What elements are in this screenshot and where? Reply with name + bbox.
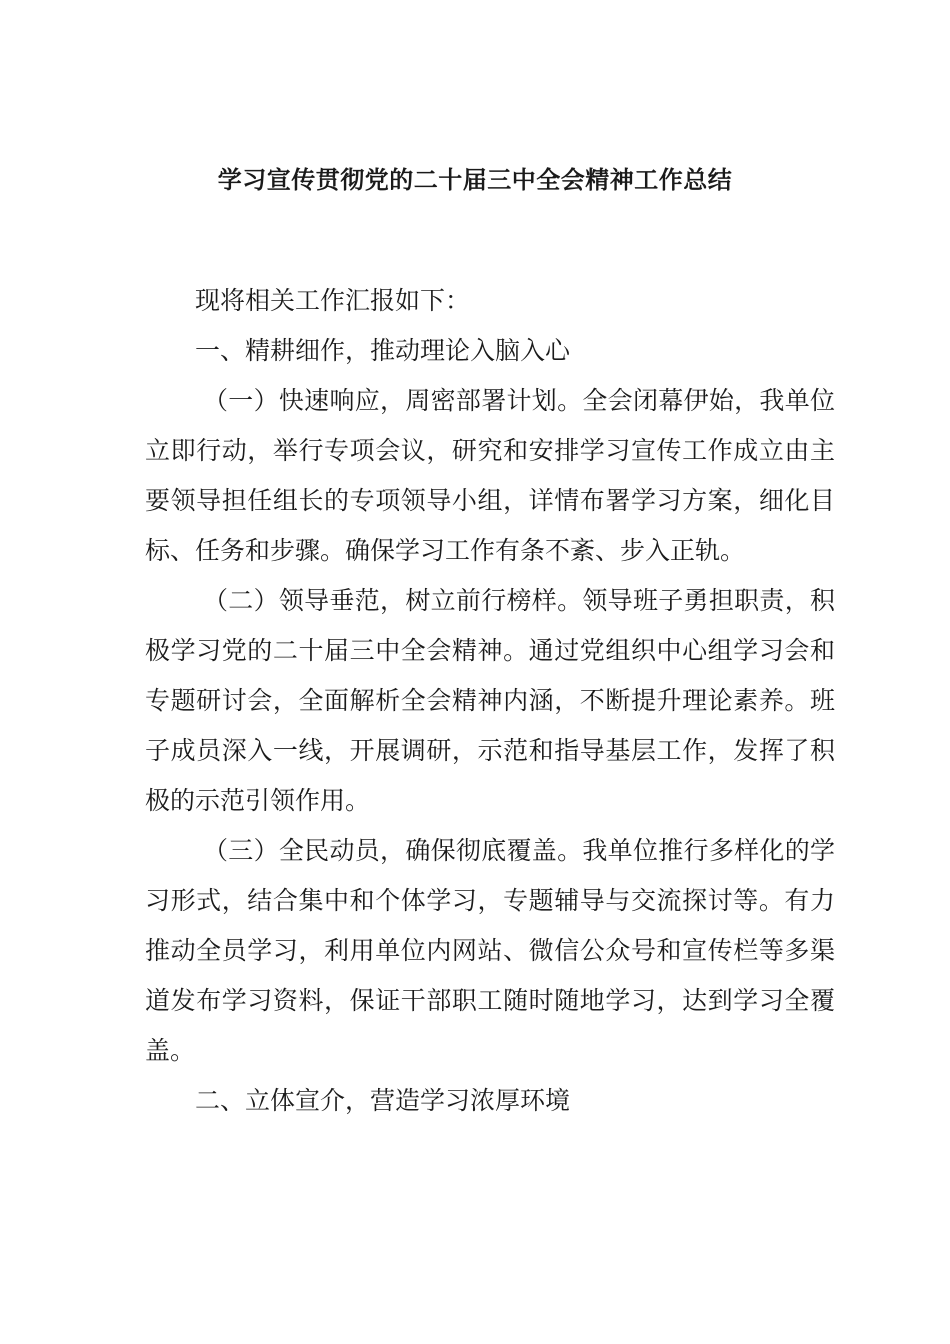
document-body bbox=[145, 276, 835, 1126]
intro-paragraph: 现将相关工作汇报如下： bbox=[195, 286, 471, 315]
subsection-paragraph-2: （二）领导垂范，树立前行榜样。领导班子勇担职责，积极学习党的二十届三中全会精神。通过党组织中心组学习会和专题研讨会，全面解析全会精神内涵，不断提升理论素养。班子成员深入一线，开展调研，示范和指导基层工作，发挥了积极的示范引领作用。 bbox=[145, 586, 835, 815]
section-heading-2: 二、立体宣介，营造学习浓厚环境 bbox=[195, 1086, 571, 1115]
subsection-paragraph-1: （一）快速响应，周密部署计划。全会闭幕伊始，我单位立即行动，举行专项会议，研究和安排学习宣传工作成立由主要领导担任组长的专项领导小组，详情布署学习方案，细化目标、任务和步骤。确保学习工作有条不紊、步入正轨。 bbox=[145, 386, 835, 565]
subsection-paragraph-3: （三）全民动员，确保彻底覆盖。我单位推行多样化的学习形式，结合集中和个体学习，专题辅导与交流探讨等。有力推动全员学习，利用单位内网站、微信公众号和宣传栏等多渠道发布学习资料，保证干部职工随时随地学习，达到学习全覆盖。 bbox=[145, 836, 835, 1065]
section-heading-1: 一、精耕细作，推动理论入脑入心 bbox=[195, 336, 571, 365]
document-title: 学习宣传贯彻党的二十届三中全会精神工作总结 bbox=[217, 166, 733, 194]
